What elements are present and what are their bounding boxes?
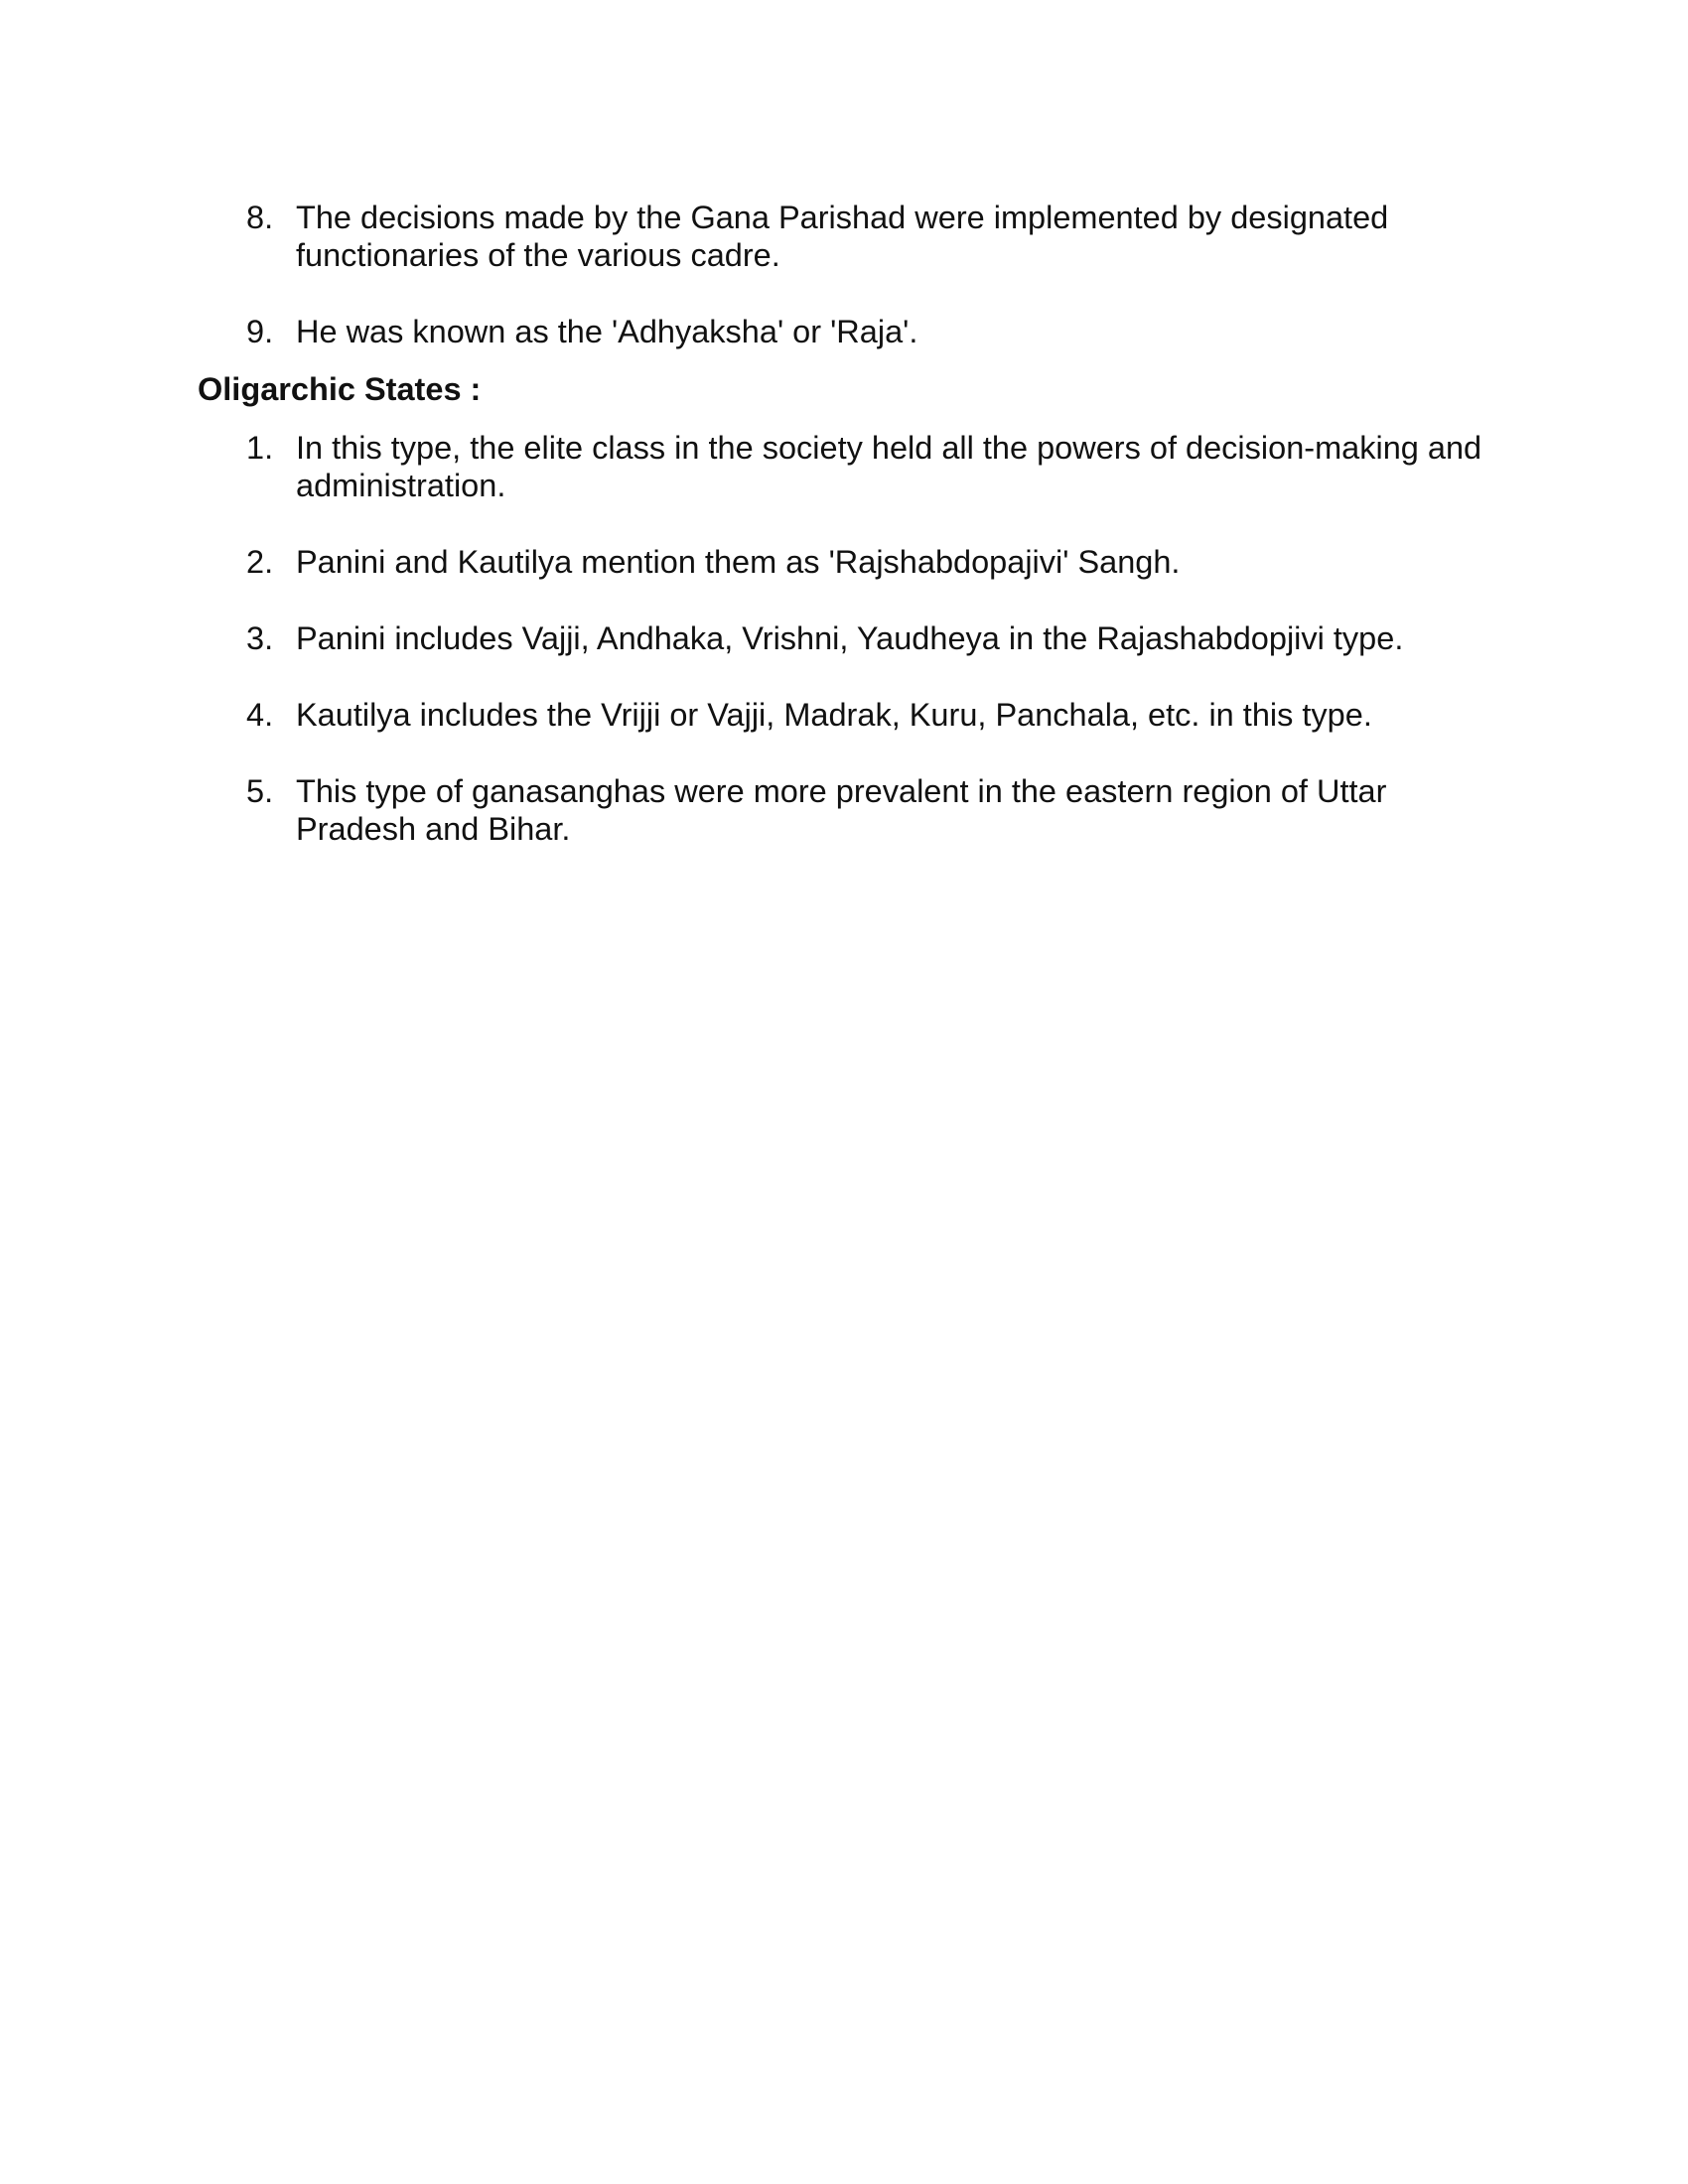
list-number: 1. [246,430,274,466]
list-text: He was known as the 'Adhyaksha' or 'Raja'. [296,314,918,349]
list-number: 9. [246,314,274,349]
list-number: 8. [246,200,274,235]
section-heading: Oligarchic States : [198,371,482,407]
list-text: This type of ganasanghas were more prevalent in the eastern region of Uttar Pradesh and Bihar. [296,773,1387,847]
list-number: 5. [246,773,274,809]
list-text: In this type, the elite class in the society held all the powers of decision-making and administration. [296,430,1482,503]
list-text: Panini and Kautilya mention them as 'Rajshabdopajivi' Sangh. [296,544,1181,580]
list-text: Kautilya includes the Vrijji or Vajji, Madrak, Kuru, Panchala, etc. in this type. [296,697,1372,733]
list-number: 2. [246,544,274,580]
list-number: 4. [246,697,274,733]
list-text: Panini includes Vajji, Andhaka, Vrishni, Yaudheya in the Rajashabdopjivi type. [296,620,1404,656]
list-number: 3. [246,620,274,656]
list-text: The decisions made by the Gana Parishad were implemented by designated functionaries of the various cadre. [296,200,1389,273]
